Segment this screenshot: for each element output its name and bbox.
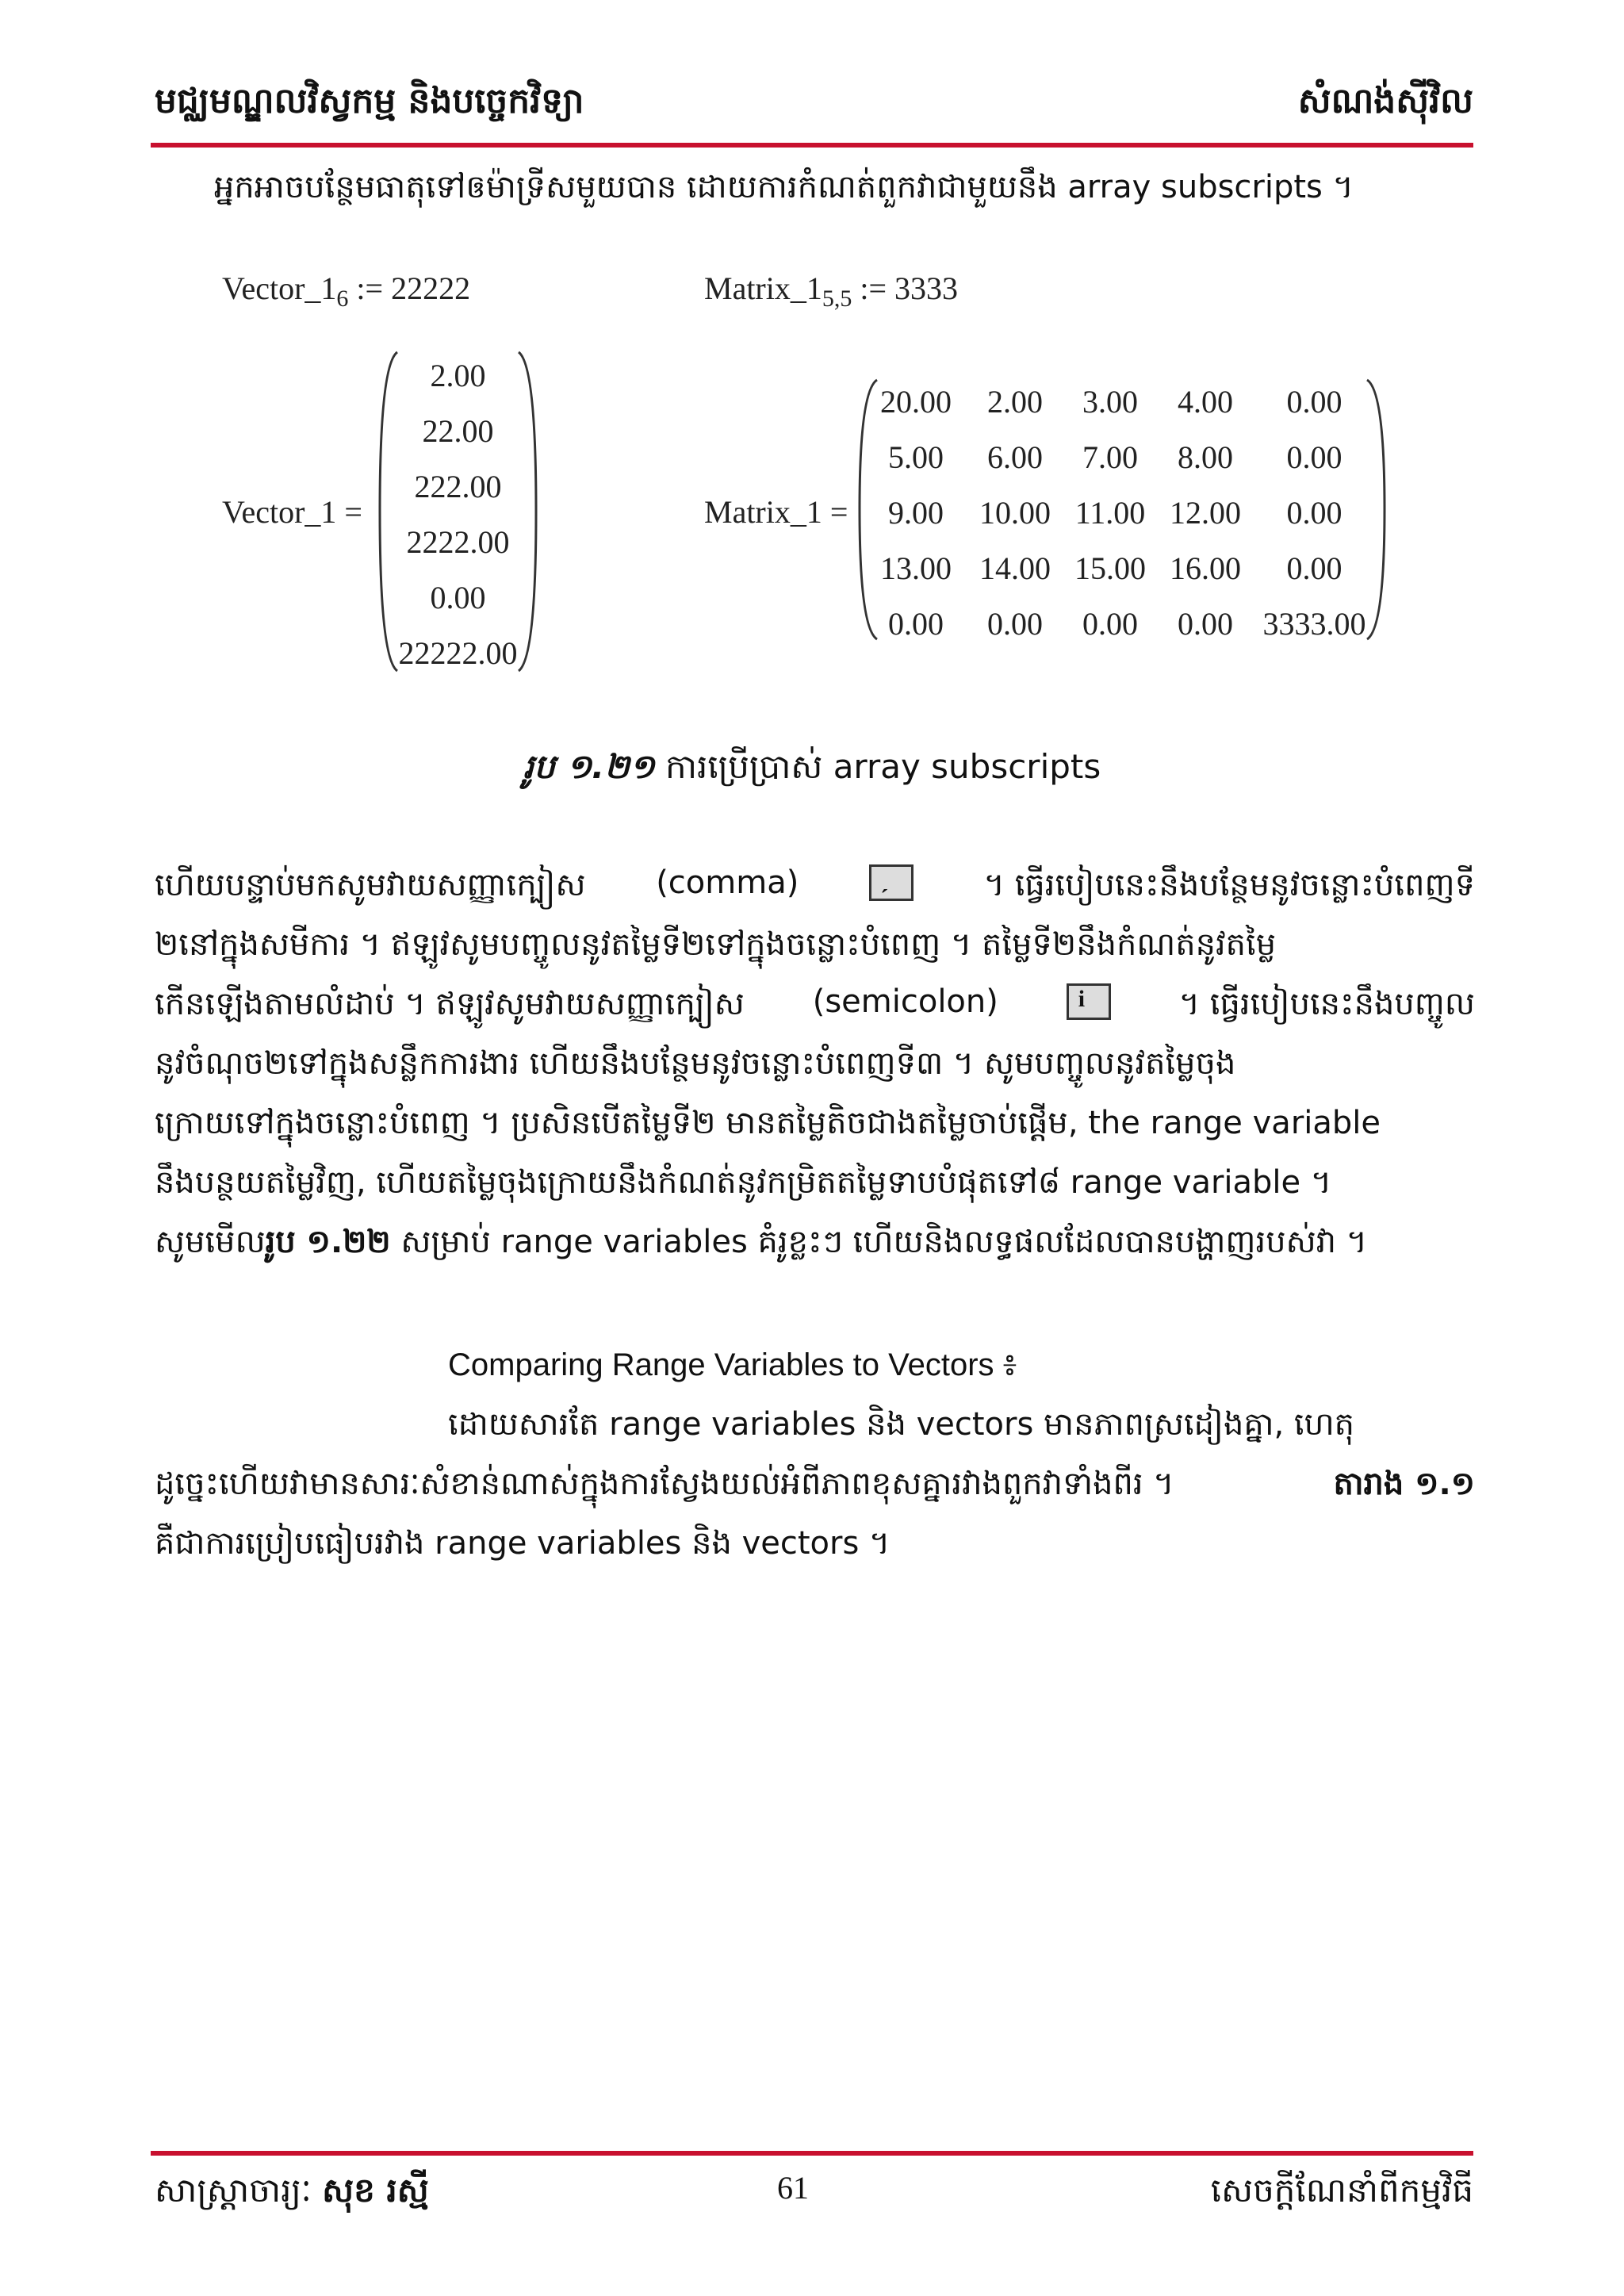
matrix-value: 0.00 — [987, 606, 1043, 642]
para1-line2: ២នៅក្នុងសមីការ ។ ឥឡូវសូមបញ្ចូលនូវតម្លៃទី២ទៅក្នុងចន្លោះបំពេញ ។ តម្លៃទី២នឹងកំណត់នូវតម្លៃ — [155, 926, 1277, 963]
vector-value: 2222.00 — [406, 524, 510, 560]
matrix-value: 8.00 — [1178, 439, 1233, 475]
caption-label: រូប ១.២១ — [523, 747, 655, 786]
matrix-value: 0.00 — [1178, 606, 1233, 642]
matrix-value: 13.00 — [880, 550, 952, 586]
matrix-value: 0.00 — [1286, 550, 1342, 586]
matrix-value: 15.00 — [1074, 550, 1146, 586]
footer-rule — [151, 2151, 1473, 2156]
matrix-value: 0.00 — [1286, 384, 1342, 420]
vector-value: 2.00 — [430, 358, 486, 393]
para1-line3: កើនឡើងតាមលំដាប់ ។ ឥឡូវសូមវាយសញ្ញាក្បៀស (semicolon) i ។ ធ្វើរបៀបនេះនឹងបញ្ចូល — [155, 983, 1475, 1022]
para2-line2: ដូច្នេះហើយវាមានសារៈសំខាន់ណាស់ក្នុងការស្វែងយល់អំពីភាពខុសគ្នារវាងពួកវាទាំងពីរ ។ តារាង ១.១ — [155, 1466, 1475, 1502]
vector-label: Vector_1 = — [222, 494, 362, 530]
vector-value: 22.00 — [422, 413, 494, 449]
section-subheading: Comparing Range Variables to Vectors ៖ — [448, 1347, 1017, 1382]
matrix-value: 0.00 — [888, 606, 944, 642]
matrix-value: 16.00 — [1170, 550, 1241, 586]
semicolon-button-icon: i — [1067, 983, 1111, 1020]
header-right-title: សំណង់ស៊ីវិល — [1297, 81, 1473, 121]
intro-line: អ្នកអាចបន្ថែមធាតុទៅឲម៉ាទ្រីសមួយបាន ដោយការកំណត់ពួកវាជាមួយនឹង array subscripts ។ — [214, 169, 1354, 205]
matrix-value: 10.00 — [979, 495, 1051, 531]
vector-right-paren — [515, 349, 539, 674]
matrix-value: 3333.00 — [1262, 606, 1366, 642]
matrix-value: 5.00 — [888, 439, 944, 475]
matrix-value: 9.00 — [888, 495, 944, 531]
matrix-assignment: $Matrix\_1_{5,5}$ := 3333 — [704, 270, 959, 312]
figure-caption — [0, 746, 1624, 795]
matrix-value: 2.00 — [987, 384, 1043, 420]
matrix-value: 6.00 — [987, 439, 1043, 475]
matrix-value: 7.00 — [1082, 439, 1138, 475]
matrix-label: Matrix_1 = — [704, 494, 848, 530]
para1-line7: សូមមើលរូប ១.២២ សម្រាប់ range variables គំរូខ្លះៗ ហើយនិងលទ្ធផលដែលបានបង្ហាញរបស់វា ។ — [155, 1224, 1368, 1260]
para1-line1: ហើយបន្ទាប់មកសូមវាយសញ្ញាក្បៀស (comma) ˏ ។ ធ្វើរបៀបនេះនឹងបន្ថែមនូវចន្លោះបំពេញទី — [155, 864, 1475, 903]
header-left-title: មជ្ឈមណ្ឌលវិស្វកម្ម និងបច្ចេកវិទ្យា — [155, 81, 584, 121]
para1-line4: នូវចំណុច២ទៅក្នុងសន្លឹកការងារ ហើយនឹងបន្ថែមនូវចន្លោះបំពេញទី៣ ។ សូមបញ្ចូលនូវតម្លៃចុង — [155, 1045, 1236, 1082]
footer-right-title: សេចក្តីណែនាំពីកម្មវិធី — [1210, 2171, 1473, 2210]
vector-value: 22222.00 — [398, 635, 518, 671]
matrix-value: 0.00 — [1286, 439, 1342, 475]
vector-left-paren — [377, 349, 400, 674]
matrix-value: 12.00 — [1170, 495, 1241, 531]
vector-assignment: $Vector\_1_6$ := 22222 — [222, 270, 471, 312]
para1-line6: នឹងបន្ថយតម្លៃវិញ, ហើយតម្លៃចុងក្រោយនឹងកំណត់នូវកម្រិតតម្លៃទាបបំផុតទៅ៨ range variable ។ — [155, 1164, 1332, 1201]
para1-line5: ក្រោយទៅក្នុងចន្លោះបំពេញ ។ ប្រសិនបើតម្លៃទី២ មានតម្លៃតិចជាងតម្លៃចាប់ផ្តើម, the range variable — [155, 1105, 1381, 1141]
caption-text: ការប្រើប្រាស់ array subscripts — [665, 747, 1101, 786]
matrix-value: 14.00 — [979, 550, 1051, 586]
para2-line3: គឺជាការប្រៀបធៀបរវាង range variables និង vectors ។ — [155, 1525, 891, 1562]
para2-line1: ដោយសារតែ range variables និង vectors មានភាពស្រដៀងគ្នា, ហេតុ — [448, 1406, 1355, 1443]
vector-value: 0.00 — [430, 580, 486, 615]
vector-value: 222.00 — [414, 469, 502, 504]
page-number: 61 — [777, 2170, 809, 2206]
footer-author: សាស្ត្រាចារ្យៈ សុខ រស្មី — [155, 2171, 429, 2210]
header-rule — [151, 143, 1473, 148]
matrix-value: 11.00 — [1074, 495, 1146, 531]
matrix-value: 0.00 — [1286, 495, 1342, 531]
matrix-value: 0.00 — [1082, 606, 1138, 642]
matrix-value: 20.00 — [880, 384, 952, 420]
matrix-value: 4.00 — [1178, 384, 1233, 420]
comma-button-icon: ˏ — [869, 864, 914, 901]
matrix-value: 3.00 — [1082, 384, 1138, 420]
